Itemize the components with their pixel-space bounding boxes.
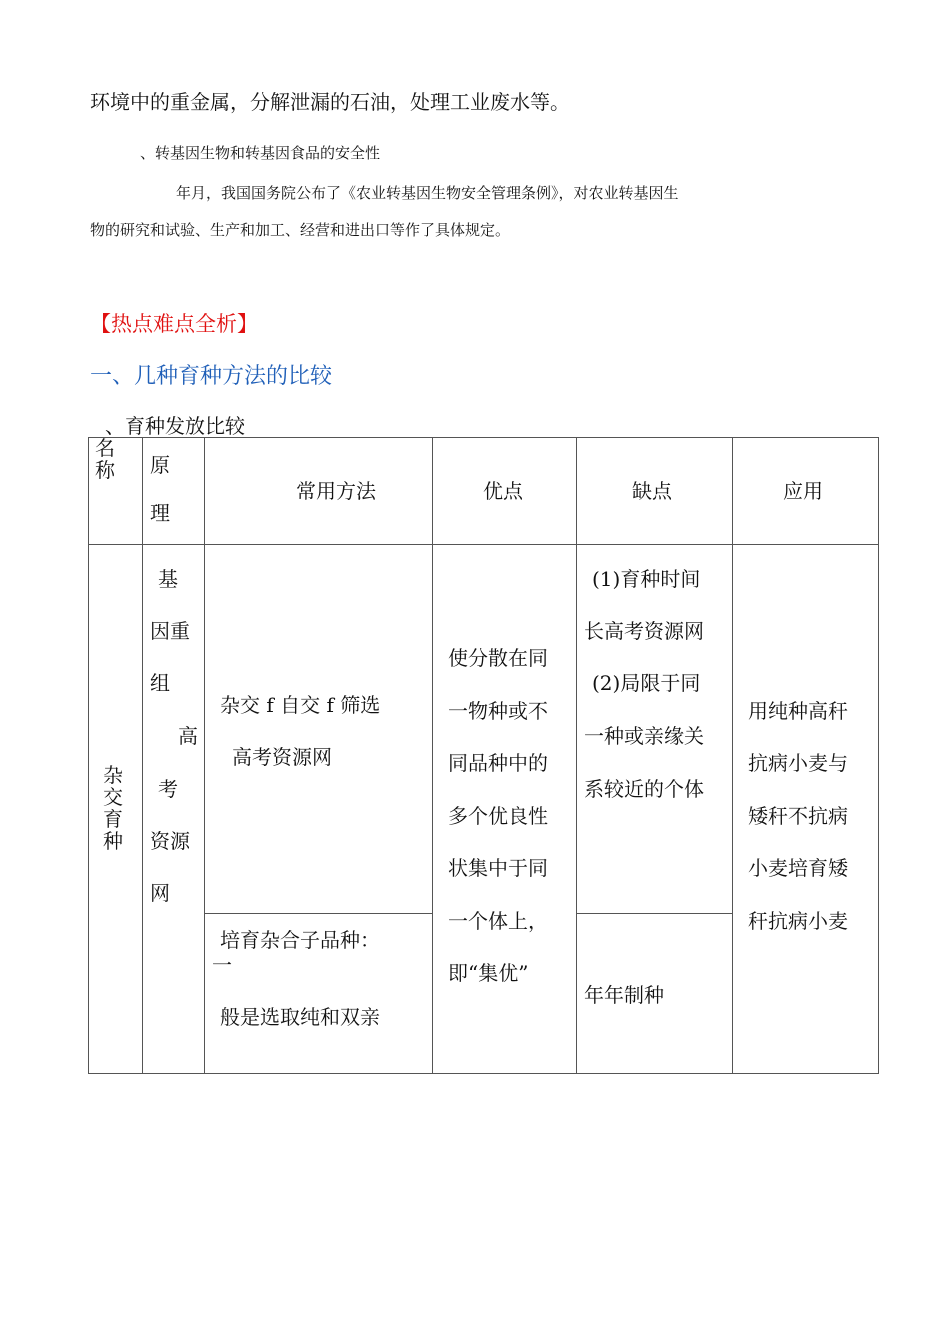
application-line: 用纯种高秆 xyxy=(748,699,848,723)
application-line: 矮秆不抗病 xyxy=(748,804,848,828)
principle-line: 高 xyxy=(178,724,198,748)
principle-line: 考 xyxy=(158,777,178,801)
disadvantage-line: 长高考资源网 xyxy=(584,619,704,643)
disadvantage-line: 一种或亲缘关 xyxy=(584,724,704,748)
advantage-line: 多个优良性 xyxy=(448,804,548,828)
disadvantage-line: (1)育种时间 xyxy=(592,567,701,591)
header-application: 应用 xyxy=(783,479,823,503)
header-method: 常用方法 xyxy=(296,479,376,503)
row-name: 杂交育种 xyxy=(103,763,123,853)
method-1-line: 杂交 f 自交 f 筛选 xyxy=(220,693,381,717)
header-principle-1: 原 xyxy=(150,453,170,477)
advantage-line: 一物种或不 xyxy=(448,699,548,723)
header-advantages: 优点 xyxy=(483,479,523,503)
disadvantage-2: 年年制种 xyxy=(584,983,664,1007)
application-line: 小麦培育矮 xyxy=(748,856,848,880)
header-disadvantages: 缺点 xyxy=(632,479,672,503)
method-2-line: 培育杂合子品种： xyxy=(220,928,380,952)
paragraph-line-1: 年月，我国国务院公布了《农业转基因生物安全管理条例》，对农业转基因生 xyxy=(176,184,679,202)
header-principle-2: 理 xyxy=(150,501,170,525)
method-2-line: 般是选取纯和双亲 xyxy=(220,1005,380,1029)
hotspot-title: 【热点难点全析】 xyxy=(90,312,258,336)
application-line: 抗病小麦与 xyxy=(748,751,848,775)
method-1-line: 高考资源网 xyxy=(232,745,332,769)
header-name: 名称 xyxy=(95,436,115,482)
advantage-line: 状集中于同 xyxy=(448,856,548,880)
application-line: 秆抗病小麦 xyxy=(748,909,848,933)
intro-line: 环境中的重金属，分解泄漏的石油，处理工业废水等。 xyxy=(90,90,570,114)
method-2-line: 一 xyxy=(212,953,232,977)
disadvantage-line: (2)局限于同 xyxy=(592,671,701,695)
principle-line: 网 xyxy=(150,881,170,905)
section-title: 一、几种育种方法的比较 xyxy=(90,364,333,389)
advantage-line: 使分散在同 xyxy=(448,646,548,670)
paragraph-line-2: 物的研究和试验、生产和加工、经营和进出口等作了具体规定。 xyxy=(90,221,511,239)
disadvantage-line: 系较近的个体 xyxy=(584,777,704,801)
principle-line: 因重 xyxy=(150,619,190,643)
subsection-title: 、育种发放比较 xyxy=(105,414,245,438)
principle-line: 组 xyxy=(150,671,170,695)
advantage-line: 一个体上， xyxy=(448,909,548,933)
principle-line: 资源 xyxy=(150,829,190,853)
advantage-line: 同品种中的 xyxy=(448,751,548,775)
principle-line: 基 xyxy=(158,567,178,591)
section-heading: 、转基因生物和转基因食品的安全性 xyxy=(140,144,381,162)
advantage-line: 即“集优” xyxy=(448,961,529,985)
